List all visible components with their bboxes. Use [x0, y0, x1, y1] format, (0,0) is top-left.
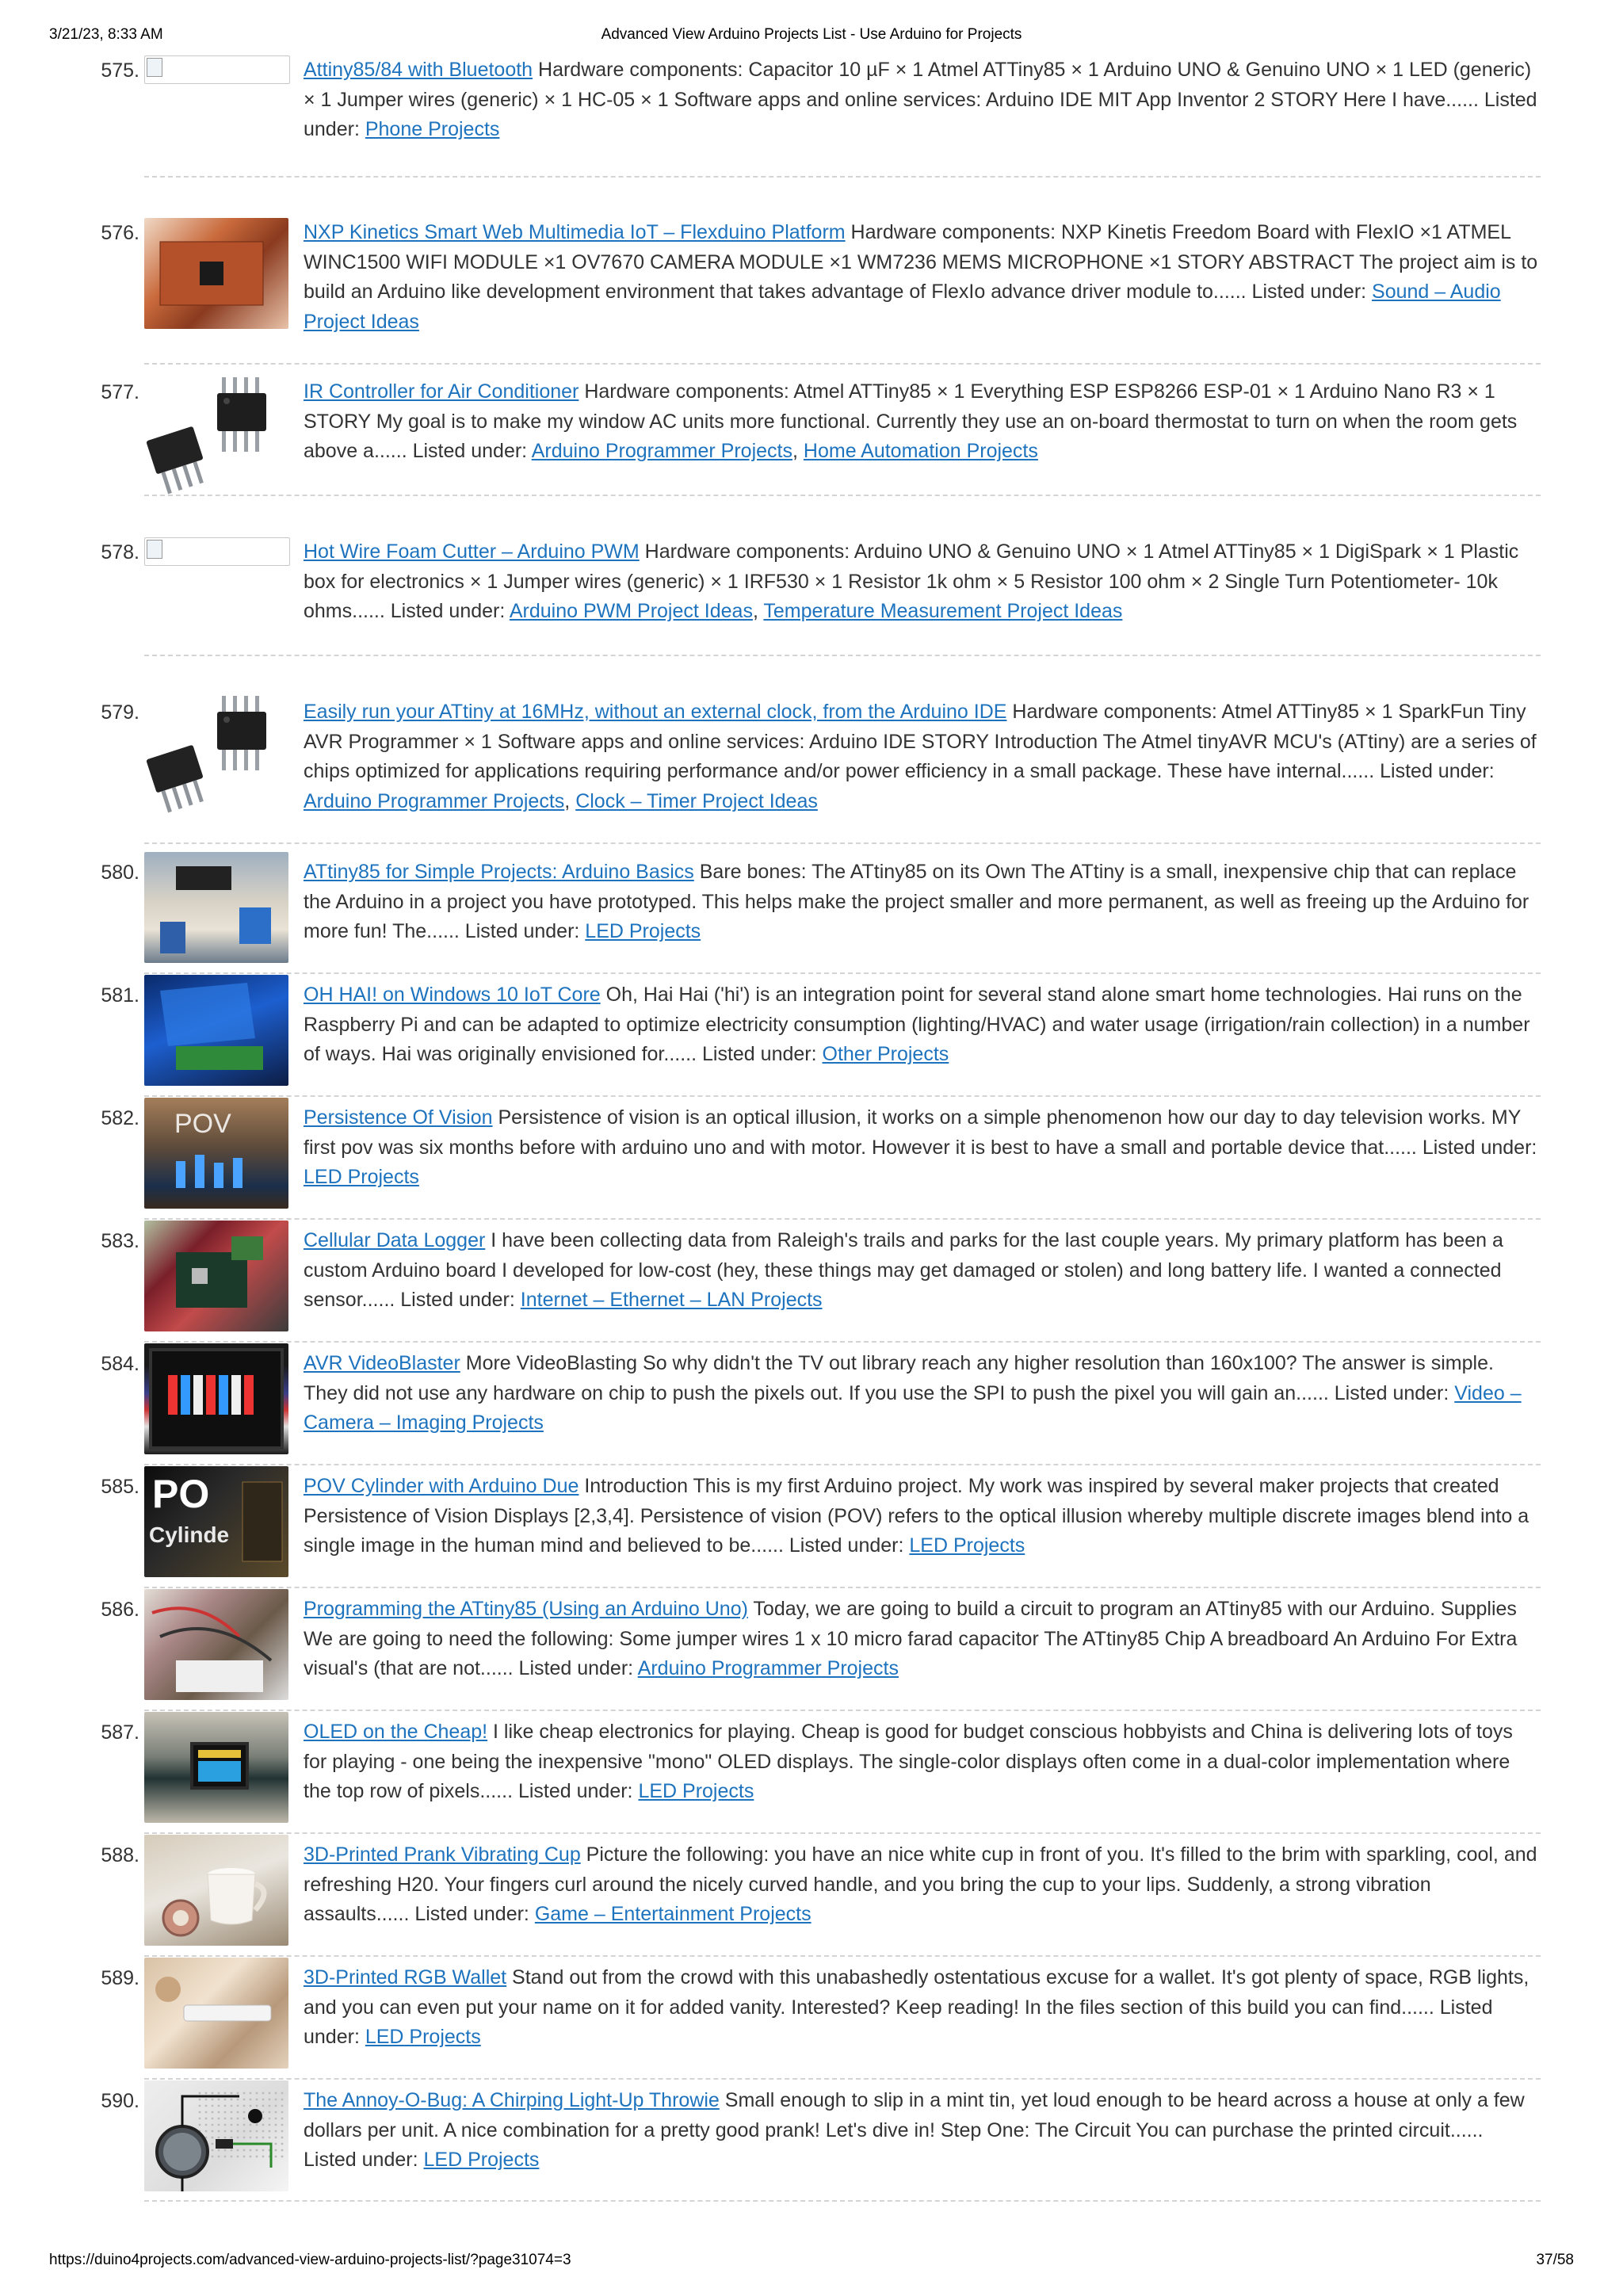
- project-description: Hardware components: Arduino UNO & Genuino UNO × 1 Atmel ATTiny85 × 1 DigiSpark × 1 Plastic box for electronics × 1 Jumper wires (generic) × 1 IRF530 × 1 Resistor 1k ohm × 5 Resistor 100 ohm × 2 Single Turn Potentiometer- 10k ohms...... Listed under:: [304, 541, 1519, 622]
- project-title-link[interactable]: 3D-Printed RGB Wallet: [304, 1966, 507, 1988]
- page-title: Advanced View Arduino Projects List - Use Arduino for Projects: [601, 26, 1022, 43]
- item-number: 588.: [101, 1844, 139, 1866]
- project-title-link[interactable]: Easily run your ATtiny at 16MHz, without an external clock, from the Arduino IDE: [304, 701, 1007, 723]
- item-number: 590.: [101, 2090, 139, 2112]
- item-text: [304, 218, 1540, 337]
- category-link[interactable]: Game – Entertainment Projects: [534, 1903, 812, 1925]
- category-link[interactable]: Arduino Programmer Projects: [304, 789, 565, 812]
- item-divider: [144, 1218, 1541, 1220]
- item-number: 583.: [101, 1230, 139, 1252]
- item-text: [304, 1349, 1540, 1438]
- project-description: Bare bones: The ATtiny85 on its Own The ATtiny is a small, inexpensive chip that can replace the Arduino in a project you have prototyped. This helps make the project smaller and more permanent, as well as freeing up the Arduino for more fun! The...... Listed under:: [304, 861, 1529, 942]
- item-divider: [144, 495, 1541, 496]
- project-thumbnail[interactable]: [144, 1221, 288, 1331]
- category-link[interactable]: Other Projects: [822, 1043, 949, 1065]
- item-text: [304, 1472, 1540, 1561]
- item-text: [304, 2086, 1540, 2176]
- svg-text:PO: PO: [152, 1472, 210, 1516]
- category-link[interactable]: Home Automation Projects: [803, 440, 1038, 462]
- project-description: Picture the following: you have an nice white cup in front of you. It's filled to the brim with sparkling, cool, and refreshing H20. Your fingers curl around the nicely curved handle, and you bring the cup to your lips. Suddenly, a strong vibration assaults...... Listed under:: [304, 1843, 1537, 1925]
- item-number: 580.: [101, 861, 139, 884]
- project-title-link[interactable]: The Annoy-O-Bug: A Chirping Light-Up Throwie: [304, 2089, 720, 2111]
- category-separator: ,: [792, 440, 804, 462]
- category-link[interactable]: LED Projects: [365, 2026, 481, 2048]
- item-divider: [144, 363, 1541, 365]
- project-description: Hardware components: Atmel ATTiny85 × 1 Everything ESP ESP8266 ESP-01 × 1 Arduino Nano R3 × 1 STORY My goal is to make my window AC units more functional. Currently they use an on-board thermostat to turn on when the room gets above a...... Listed under:: [304, 380, 1518, 462]
- category-link[interactable]: LED Projects: [304, 1166, 419, 1188]
- project-thumbnail[interactable]: [144, 2080, 288, 2191]
- item-divider: [144, 1710, 1541, 1711]
- project-title-link[interactable]: Programming the ATtiny85 (Using an Arduino Uno): [304, 1598, 748, 1620]
- item-divider: [144, 842, 1541, 844]
- item-text: [304, 1963, 1540, 2053]
- category-link[interactable]: LED Projects: [638, 1780, 754, 1802]
- item-divider: [144, 655, 1541, 656]
- project-thumbnail[interactable]: [144, 369, 288, 496]
- project-title-link[interactable]: NXP Kinetics Smart Web Multimedia IoT – Flexduino Platform: [304, 221, 846, 243]
- item-divider: [144, 972, 1541, 974]
- project-description: I have been collecting data from Raleigh's trails and parks for the last couple years. My primary platform has been a custom Arduino board I developed for low-cost (hey, these things may get damaged or stolen) and long battery life. I wanted a connected sensor...... Listed under:: [304, 1229, 1503, 1311]
- item-text: [304, 1595, 1540, 1684]
- item-divider: [144, 1464, 1541, 1465]
- project-description: Small enough to slip in a mint tin, yet loud enough to be heard across a house at only a few dollars per unit. A nice combination for a pretty good prank! Let's dive in! Step One: The Circuit You can purchase the printed circuit...... Listed under:: [304, 2089, 1525, 2171]
- category-link[interactable]: Arduino PWM Project Ideas: [509, 600, 753, 622]
- category-link[interactable]: LED Projects: [585, 920, 701, 942]
- item-divider: [144, 2078, 1541, 2080]
- project-title-link[interactable]: OLED on the Cheap!: [304, 1721, 488, 1743]
- category-separator: ,: [752, 600, 764, 622]
- item-number: 577.: [101, 381, 139, 403]
- project-thumbnail[interactable]: [144, 852, 288, 963]
- project-title-link[interactable]: POV Cylinder with Arduino Due: [304, 1475, 579, 1497]
- item-text: [304, 980, 1540, 1070]
- item-text: [304, 858, 1540, 947]
- project-thumbnail[interactable]: [144, 1958, 288, 2069]
- item-number: 578.: [101, 541, 139, 563]
- project-thumbnail[interactable]: [144, 688, 288, 821]
- item-text: [304, 697, 1540, 816]
- project-thumbnail[interactable]: [144, 975, 288, 1086]
- category-link[interactable]: Arduino Programmer Projects: [637, 1657, 899, 1679]
- item-divider: [144, 1832, 1541, 1834]
- project-title-link[interactable]: Hot Wire Foam Cutter – Arduino PWM: [304, 541, 640, 563]
- project-title-link[interactable]: Cellular Data Logger: [304, 1229, 486, 1251]
- item-number: 575.: [101, 59, 139, 82]
- category-link[interactable]: Arduino Programmer Projects: [531, 440, 792, 462]
- item-divider: [144, 1587, 1541, 1588]
- project-title-link[interactable]: 3D-Printed Prank Vibrating Cup: [304, 1843, 581, 1866]
- project-thumbnail[interactable]: [144, 218, 288, 329]
- project-thumbnail[interactable]: [144, 1835, 288, 1946]
- project-description: I like cheap electronics for playing. Cheap is good for budget conscious hobbyists and China is delivering lots of toys for playing - one being the inexpensive "mono" OLED displays. The single-color displays often come in a dual-color implementation where the top row of pixels...... Listed under:: [304, 1721, 1513, 1802]
- project-thumbnail[interactable]: [144, 1098, 288, 1209]
- svg-text:POV: POV: [174, 1109, 231, 1139]
- page-url: https://duino4projects.com/advanced-view-arduino-projects-list/?page31074=3: [49, 2252, 571, 2268]
- item-divider: [144, 1341, 1541, 1343]
- project-thumbnail[interactable]: [144, 1466, 288, 1577]
- svg-text:Cylinde: Cylinde: [149, 1522, 230, 1547]
- item-number: 589.: [101, 1967, 139, 1989]
- category-link[interactable]: Internet – Ethernet – LAN Projects: [520, 1289, 823, 1311]
- print-date: 3/21/23, 8:33 AM: [49, 26, 163, 43]
- item-text: [304, 1226, 1540, 1316]
- category-separator: ,: [564, 789, 576, 812]
- project-title-link[interactable]: AVR VideoBlaster: [304, 1352, 460, 1374]
- project-description: Hardware components: Capacitor 10 µF × 1 Atmel ATTiny85 × 1 Arduino UNO & Genuino UNO × 1 LED (generic) × 1 Jumper wires (generic) × 1 HC-05 × 1 Software apps and online services: Arduino IDE MIT App Inventor 2 STORY Here I have...... Listed under:: [304, 59, 1537, 140]
- item-text: [304, 1103, 1540, 1193]
- category-link[interactable]: LED Projects: [909, 1534, 1025, 1557]
- project-title-link[interactable]: IR Controller for Air Conditioner: [304, 380, 579, 403]
- item-number: 585.: [101, 1476, 139, 1498]
- item-number: 586.: [101, 1599, 139, 1621]
- item-number: 582.: [101, 1107, 139, 1129]
- project-description: More VideoBlasting So why didn't the TV out library reach any higher resolution than 160x100? The answer is simple. They did not use any hardware on chip to push the pixels out. If you use the SPI to push the pixel you will gain an...... Listed under:: [304, 1352, 1494, 1404]
- category-link[interactable]: Phone Projects: [365, 118, 500, 140]
- project-title-link[interactable]: Attiny85/84 with Bluetooth: [304, 59, 533, 81]
- item-divider: [144, 1955, 1541, 1957]
- item-number: 579.: [101, 701, 139, 724]
- item-number: 584.: [101, 1353, 139, 1375]
- category-link[interactable]: Video – Camera – Imaging Projects: [304, 1381, 1522, 1434]
- project-description: Hardware components: NXP Kinetis Freedom Board with FlexIO ×1 ATMEL WINC1500 WIFI MODULE ×1 OV7670 CAMERA MODULE ×1 WM7236 MEMS MICROPHONE ×1 STORY ABSTRACT The project aim is to build an Arduino like development environment that takes advantage of FlexIo advance driver module to...... Listed under:: [304, 221, 1538, 303]
- project-thumbnail[interactable]: [144, 1712, 288, 1823]
- project-thumbnail[interactable]: [144, 1589, 288, 1700]
- project-description: Persistence of vision is an optical illusion, it works on a simple phenomenon how our day to day television works. MY first pov was six months before with arduino uno and with motor. However it is best to have a small and portable device that...... Listed under:: [304, 1106, 1537, 1159]
- project-title-link[interactable]: Persistence Of Vision: [304, 1106, 493, 1129]
- item-number: 587.: [101, 1721, 139, 1744]
- project-description: Hardware components: Atmel ATTiny85 × 1 SparkFun Tiny AVR Programmer × 1 Software apps and online services: Arduino IDE STORY Introduction The Atmel tinyAVR MCU's (ATtiny) are a series of chips optimized for applications requiring performance and/or power efficiency in a small package. These have internal...... Listed under:: [304, 701, 1537, 782]
- item-text: [304, 377, 1540, 467]
- item-number: 581.: [101, 984, 139, 1007]
- item-text: [304, 1717, 1540, 1807]
- project-description: Stand out from the crowd with this unabashedly ostentatious excuse for a wallet. It's got plenty of space, RGB lights, and you can even put your name on it for added vanity. Interested? Keep reading! In the files section of this build you can find...... Listed under:: [304, 1966, 1529, 2048]
- item-divider: [144, 1095, 1541, 1097]
- broken-image-icon[interactable]: [144, 55, 290, 84]
- page-number: 37/58: [1536, 2252, 1574, 2268]
- category-link[interactable]: Clock – Timer Project Ideas: [575, 789, 818, 812]
- category-link[interactable]: Sound – Audio Project Ideas: [304, 281, 1501, 333]
- item-text: [304, 1840, 1540, 1930]
- item-divider: [144, 2200, 1541, 2202]
- category-link[interactable]: LED Projects: [423, 2149, 540, 2171]
- project-description: Introduction This is my first Arduino project. My work was inspired by several maker projects that created Persistence of Vision Displays [2,3,4]. Persistence of vision (POV) refers to the optical illusion whereby multiple discrete images blend into a single image in the human mind and believed to be...... Listed under:: [304, 1475, 1529, 1557]
- item-number: 576.: [101, 222, 139, 244]
- project-description: Today, we are going to build a circuit to program an ATtiny85 with our Arduino. Supplies We are going to need the following: Some jumper wires 1 x 10 micro farad capacitor The ATtiny85 Chip A breadboard An Arduino For Extra visual's (that are not...... Listed under:: [304, 1598, 1518, 1679]
- project-thumbnail[interactable]: [144, 1343, 288, 1454]
- item-text: [304, 537, 1540, 627]
- item-text: [304, 55, 1540, 145]
- project-description: Oh, Hai Hai ('hi') is an integration point for several stand alone smart home technologies. Hai runs on the Raspberry Pi and can be adapted to optimize electricity consumption (lighting/HVAC) and water usage (irrigation/rain collection) in a number of ways. Hai was originally envisioned for...... Listed under:: [304, 984, 1530, 1065]
- category-link[interactable]: Temperature Measurement Project Ideas: [763, 600, 1123, 622]
- item-divider: [144, 176, 1541, 178]
- project-title-link[interactable]: ATtiny85 for Simple Projects: Arduino Basics: [304, 861, 694, 883]
- project-title-link[interactable]: OH HAI! on Windows 10 IoT Core: [304, 984, 601, 1006]
- broken-image-icon[interactable]: [144, 537, 290, 566]
